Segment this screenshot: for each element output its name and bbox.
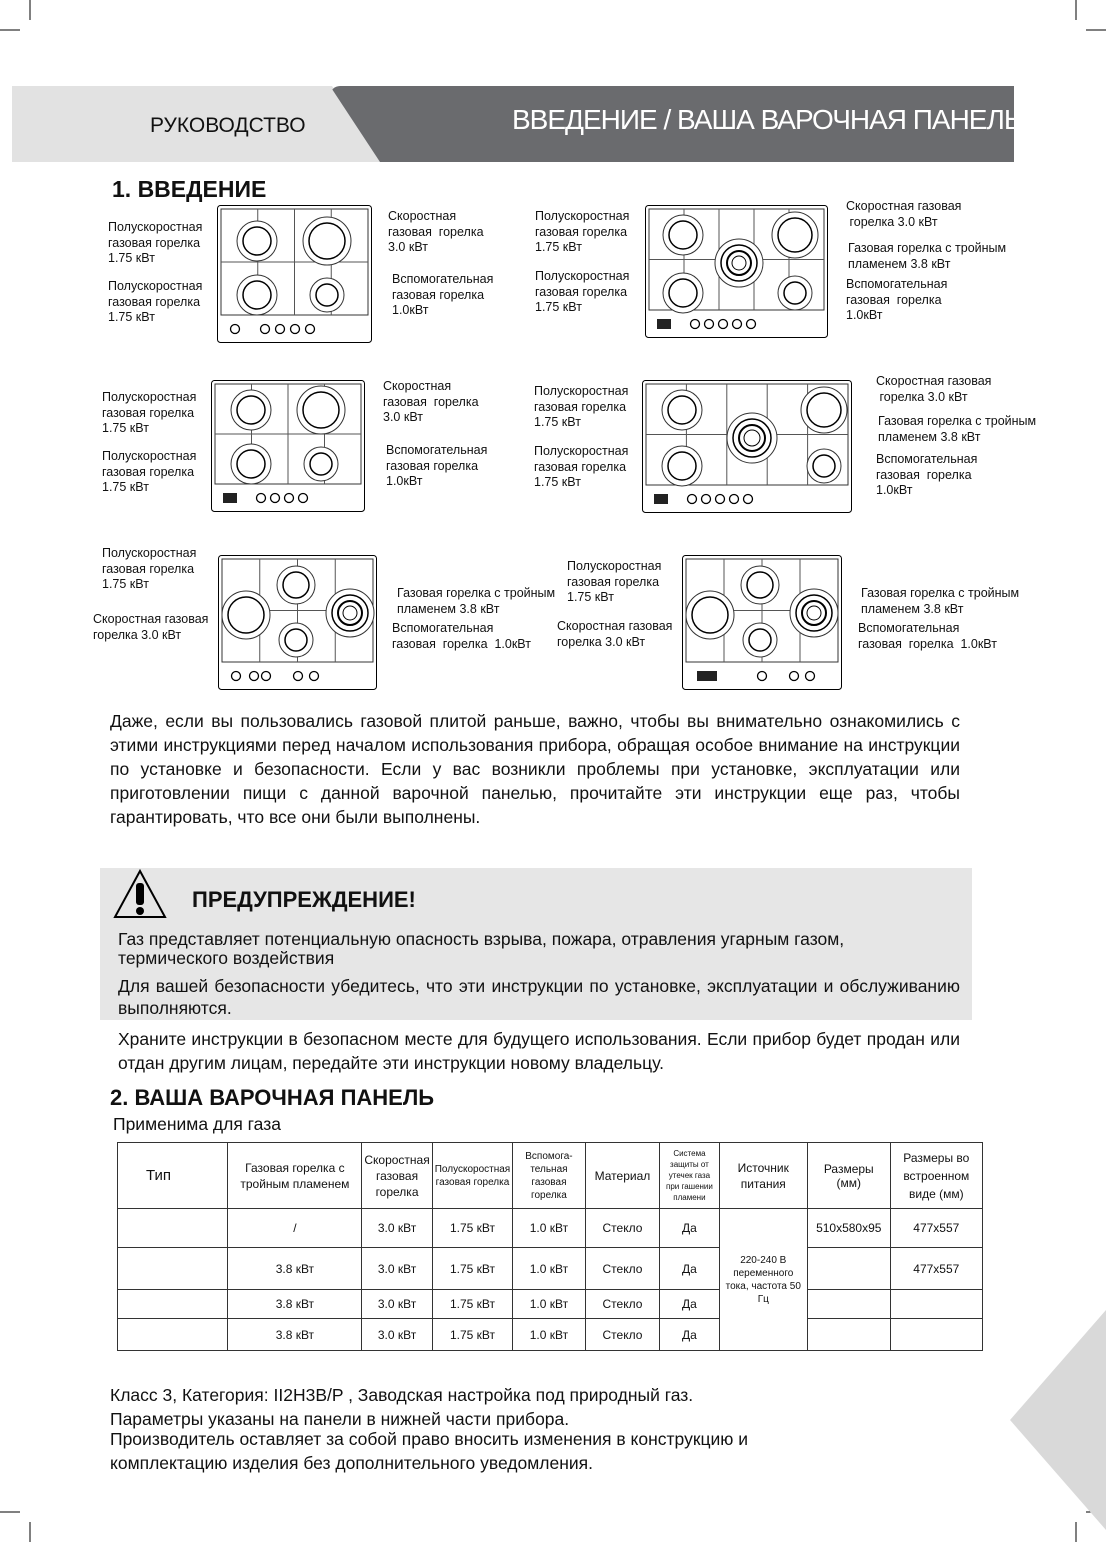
label-semi-rapid: Полускоростная газовая горелка 1.75 кВт bbox=[102, 390, 197, 435]
label-semi-rapid: Полускоростная газовая горелка 1.75 кВт bbox=[535, 209, 630, 254]
table-cell: Да bbox=[660, 1290, 719, 1319]
section2-subtitle: Применима для газа bbox=[113, 1114, 281, 1134]
table-row bbox=[118, 1319, 983, 1351]
header-manual-label: РУКОВОДСТВО bbox=[150, 114, 306, 137]
table-cell: Стекло bbox=[585, 1319, 660, 1351]
label-rapid: Скоростная газовая горелка 3.0 кВт bbox=[846, 199, 962, 229]
table-cell: 1.0 кВт bbox=[513, 1209, 585, 1248]
table-cell: 1.75 кВт bbox=[432, 1319, 513, 1351]
table-cell bbox=[118, 1209, 228, 1248]
table-cell: 3.0 кВт bbox=[362, 1290, 432, 1319]
header-section-title: ВВЕДЕНИЕ / ВАША ВАРОЧНАЯ ПАНЕЛЬ bbox=[512, 104, 1022, 135]
spec-table bbox=[117, 1142, 983, 1351]
table-cell: 1.0 кВт bbox=[513, 1290, 585, 1319]
keep-instructions-paragraph: Храните инструкции в безопасном месте для будущего использования. Если прибор будет продан или отдан другим лицам, передайте эти инструкции новому владельцу. bbox=[118, 1029, 960, 1073]
table-cell bbox=[807, 1248, 890, 1290]
display-icon bbox=[657, 319, 671, 329]
label-auxiliary: Вспомогательная газовая горелка 1.0кВт bbox=[392, 272, 494, 317]
display-icon bbox=[654, 494, 668, 504]
hob-diagram bbox=[645, 205, 828, 338]
col-header: Скоростная газовая горелка bbox=[362, 1143, 432, 1209]
label-rapid: Скоростная газовая горелка 3.0 кВт bbox=[93, 612, 209, 642]
label-auxiliary: Вспомогательная газовая горелка 1.0кВт bbox=[858, 621, 997, 651]
table-cell: 1.75 кВт bbox=[432, 1248, 513, 1290]
table-cell: 510x580x95 bbox=[807, 1209, 890, 1248]
col-header: Система защиты от утечек газа при гашении пламени bbox=[660, 1143, 719, 1209]
label-semi-rapid: Полускоростная газовая горелка 1.75 кВт bbox=[567, 559, 662, 604]
warning-text-1: Газ представляет потенциальную опасность взрыва, пожара, отравления угарным газом, термического воздействия bbox=[118, 929, 845, 968]
hob-diagram bbox=[217, 205, 372, 343]
table-cell: / bbox=[228, 1209, 362, 1248]
section2-title: 2. ВАША ВАРОЧНАЯ ПАНЕЛЬ bbox=[110, 1085, 435, 1110]
label-triple-crown: Газовая горелка с тройным пламенем 3.8 кВт bbox=[397, 586, 556, 616]
label-semi-rapid: Полускоростная газовая горелка 1.75 кВт bbox=[108, 220, 203, 265]
table-row bbox=[118, 1290, 983, 1319]
col-header: Размеры во встроенном виде (мм) bbox=[890, 1143, 982, 1209]
col-header: Источник питания bbox=[719, 1143, 807, 1209]
display-icon bbox=[697, 671, 717, 681]
col-header: Тип bbox=[118, 1143, 228, 1209]
table-cell: Да bbox=[660, 1209, 719, 1248]
label-triple-crown: Газовая горелка с тройным пламенем 3.8 кВт bbox=[878, 414, 1037, 444]
label-rapid: Скоростная газовая горелка 3.0 кВт bbox=[388, 209, 484, 254]
table-cell bbox=[807, 1290, 890, 1319]
label-semi-rapid: Полускоростная газовая горелка 1.75 кВт bbox=[534, 384, 629, 429]
hob-diagram bbox=[642, 380, 852, 513]
label-triple-crown: Газовая горелка с тройным пламенем 3.8 кВт bbox=[848, 241, 1007, 271]
table-cell: 477x557 bbox=[890, 1209, 982, 1248]
hob-diagram bbox=[682, 555, 842, 690]
label-rapid: Скоростная газовая горелка 3.0 кВт bbox=[557, 619, 673, 649]
page-corner-triangle bbox=[1010, 1310, 1106, 1530]
table-cell: 3.8 кВт bbox=[228, 1290, 362, 1319]
table-cell: Стекло bbox=[585, 1290, 660, 1319]
display-icon bbox=[223, 493, 237, 503]
table-cell: 3.0 кВт bbox=[362, 1248, 432, 1290]
table-cell bbox=[118, 1319, 228, 1351]
label-auxiliary: Вспомогательная газовая горелка 1.0кВт bbox=[392, 621, 531, 651]
label-auxiliary: Вспомогательная газовая горелка 1.0кВт bbox=[846, 277, 948, 322]
label-triple-crown: Газовая горелка с тройным пламенем 3.8 кВт bbox=[861, 586, 1020, 616]
table-cell: 3.0 кВт bbox=[362, 1319, 432, 1351]
table-cell bbox=[890, 1290, 982, 1319]
table-cell: Да bbox=[660, 1319, 719, 1351]
table-cell: 3.8 кВт bbox=[228, 1248, 362, 1290]
table-cell bbox=[807, 1319, 890, 1351]
table-cell: Стекло bbox=[585, 1209, 660, 1248]
table-cell: Стекло bbox=[585, 1248, 660, 1290]
table-cell: 1.0 кВт bbox=[513, 1248, 585, 1290]
footer-line: Производитель оставляет за собой право вносить изменения в конструкцию и bbox=[110, 1429, 749, 1449]
label-semi-rapid: Полускоростная газовая горелка 1.75 кВт bbox=[102, 546, 197, 591]
table-header-row bbox=[118, 1143, 983, 1209]
label-semi-rapid: Полускоростная газовая горелка 1.75 кВт bbox=[535, 269, 630, 314]
table-row bbox=[118, 1209, 983, 1248]
label-rapid: Скоростная газовая горелка 3.0 кВт bbox=[383, 379, 479, 424]
col-header: Вспомога-тельная газовая горелка bbox=[513, 1143, 585, 1209]
footer-line: Класс 3, Категория: II2H3B/P , Заводская настройка под природный газ. bbox=[110, 1385, 694, 1405]
table-cell: 3.8 кВт bbox=[228, 1319, 362, 1351]
footer-line: Параметры указаны на панели в нижней части прибора. bbox=[110, 1409, 570, 1429]
warning-title: ПРЕДУПРЕЖДЕНИЕ! bbox=[192, 887, 416, 912]
table-cell: 1.75 кВт bbox=[432, 1209, 513, 1248]
footer-line: комплектацию изделия без дополнительного уведомления. bbox=[110, 1453, 593, 1473]
label-rapid: Скоростная газовая горелка 3.0 кВт bbox=[876, 374, 992, 404]
power-supply-cell: 220-240 В переменного тока, частота 50 Гц bbox=[719, 1209, 807, 1351]
hob-diagram bbox=[218, 555, 377, 690]
table-cell: 1.75 кВт bbox=[432, 1290, 513, 1319]
col-header: Газовая горелка с тройным пламенем bbox=[228, 1143, 362, 1209]
col-header: Полускоростная газовая горелка bbox=[432, 1143, 513, 1209]
hob-diagram bbox=[211, 380, 365, 512]
col-header: Размеры (мм) bbox=[807, 1143, 890, 1209]
label-semi-rapid: Полускоростная газовая горелка 1.75 кВт bbox=[534, 444, 629, 489]
intro-paragraph: Даже, если вы пользовались газовой плитой раньше, важно, чтобы вы внимательно ознакомились с этими инструкциями перед началом использования прибора, обращая особое внимание на инструкции по установке и безопасности. Если у вас возникли проблемы при установке, эксплуатации или приготовлении пищи с данной варочной панелью, прочитайте эти инструкции еще раз, чтобы гарантировать, что все они были выполнены. bbox=[110, 711, 960, 827]
table-cell bbox=[118, 1248, 228, 1290]
warning-text-2: Для вашей безопасности убедитесь, что эти инструкции по установке, эксплуатации и обслуживанию выполняются. bbox=[118, 976, 960, 1018]
col-header: Материал bbox=[585, 1143, 660, 1209]
section1-title: 1. ВВЕДЕНИЕ bbox=[112, 176, 267, 202]
table-cell: 477x557 bbox=[890, 1248, 982, 1290]
table-cell bbox=[890, 1319, 982, 1351]
table-cell: Да bbox=[660, 1248, 719, 1290]
table-cell: 1.0 кВт bbox=[513, 1319, 585, 1351]
label-semi-rapid: Полускоростная газовая горелка 1.75 кВт bbox=[108, 279, 203, 324]
table-cell: 3.0 кВт bbox=[362, 1209, 432, 1248]
table-row bbox=[118, 1248, 983, 1290]
table-cell bbox=[118, 1290, 228, 1319]
label-auxiliary: Вспомогательная газовая горелка 1.0кВт bbox=[876, 452, 978, 497]
warning-triangle-icon bbox=[112, 868, 168, 920]
label-auxiliary: Вспомогательная газовая горелка 1.0кВт bbox=[386, 443, 488, 488]
label-semi-rapid: Полускоростная газовая горелка 1.75 кВт bbox=[102, 449, 197, 494]
